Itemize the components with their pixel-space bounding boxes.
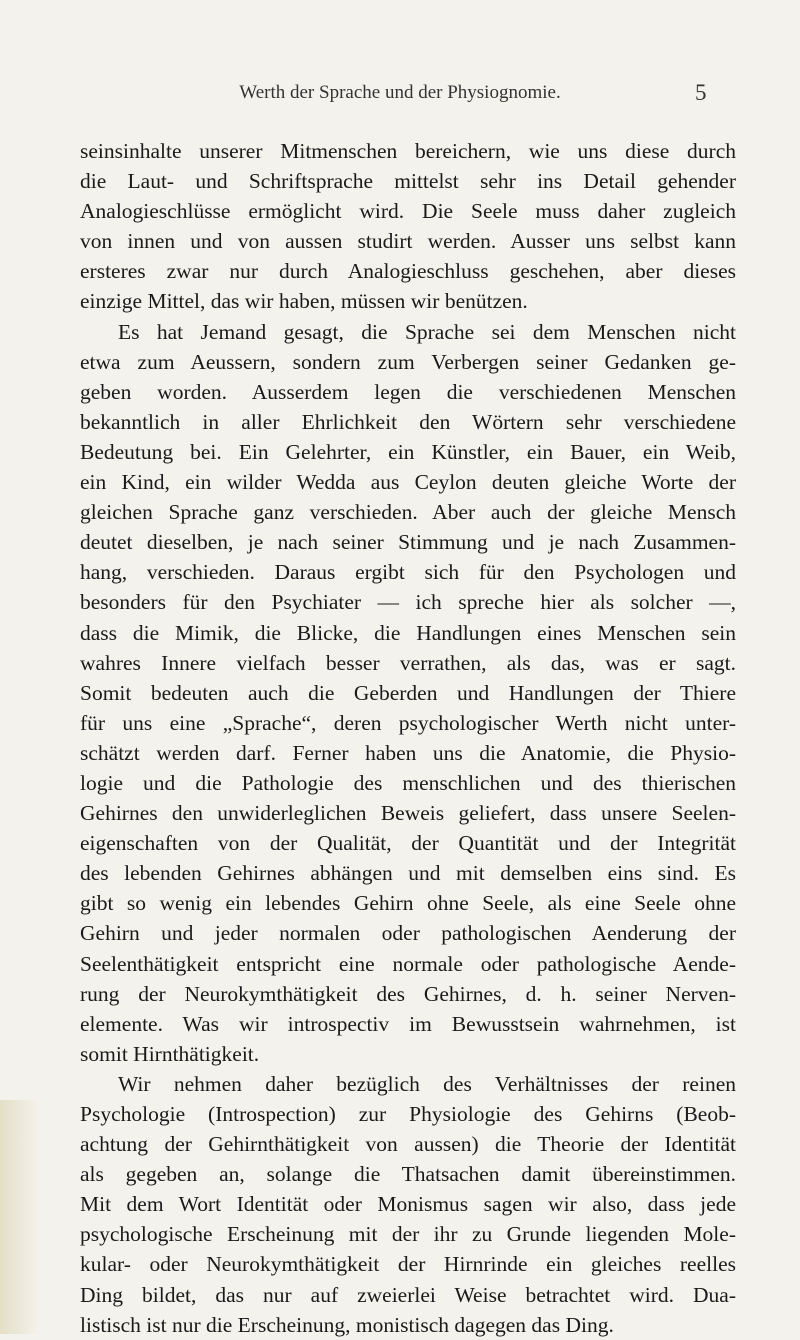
text-line: Wir nehmen daher bezüglich des Verhältnisses der reinen — [118, 1071, 736, 1096]
text-line: Es hat Jemand gesagt, die Sprache sei dem Menschen nicht — [118, 319, 736, 344]
text-line: elemente. Was wir introspectiv im Bewusstsein wahrnehmen, ist — [80, 1011, 736, 1036]
text-line: Bedeutung bei. Ein Gelehrter, ein Künstler, ein Bauer, ein Weib, — [80, 439, 736, 464]
text-line: besonders für den Psychiater — ich spreche hier als solcher —, — [80, 590, 736, 615]
text-line: bekanntlich in aller Ehrlichkeit den Wörtern sehr verschiedene — [80, 409, 736, 434]
text-line: für uns eine „Sprache“, deren psychologischer Werth nicht unter- — [80, 710, 736, 735]
text-line: Psychologie (Introspection) zur Physiologie des Gehirns (Beob- — [80, 1102, 736, 1126]
text-line: etwa zum Aeussern, sondern zum Verbergen seiner Gedanken ge- — [80, 349, 736, 374]
text-line: wahres Innere vielfach besser verrathen, als das, was er sagt. — [80, 650, 736, 675]
text-line: eigenschaften von der Qualität, der Quantität und der Integrität — [80, 831, 736, 856]
text-line: Ding bildet, das nur auf zweierlei Weise betrachtet wird. Dua- — [80, 1282, 736, 1307]
body-text — [80, 136, 736, 1340]
page-number: 5 — [695, 80, 707, 105]
text-line: Gehirnes den unwiderleglichen Beweis geliefert, dass unsere Seelen- — [80, 801, 736, 826]
text-line: als gegeben an, solange die Thatsachen damit übereinstimmen. — [80, 1162, 736, 1187]
text-line: gleichen Sprache ganz verschieden. Aber auch der gleiche Mensch — [80, 500, 736, 525]
text-line: schätzt werden darf. Ferner haben uns die Anatomie, die Physio- — [80, 740, 736, 765]
text-line: Somit bedeuten auch die Geberden und Handlungen der Thiere — [80, 680, 736, 705]
text-line: Gehirn und jeder normalen oder pathologischen Aenderung der — [80, 921, 736, 946]
text-line: ersteres zwar nur durch Analogieschluss geschehen, aber dieses — [80, 259, 736, 284]
text-line: kular- oder Neurokymthätigkeit der Hirnrinde ein gleiches reelles — [80, 1252, 736, 1277]
page-edge-stain — [0, 1100, 40, 1334]
text-line: des lebenden Gehirnes abhängen und mit demselben eins sind. Es — [80, 861, 736, 886]
text-line: deutet dieselben, je nach seiner Stimmung und je nach Zusammen- — [80, 530, 736, 555]
text-line: Analogieschlüsse ermöglicht wird. Die Seele muss daher zugleich — [80, 199, 736, 224]
running-header — [0, 78, 800, 108]
text-line: listisch ist nur die Erscheinung, monistisch dagegen das Ding. — [80, 1312, 614, 1337]
text-line: geben worden. Ausserdem legen die verschiedenen Menschen — [80, 379, 736, 404]
text-line: dass die Mimik, die Blicke, die Handlungen eines Menschen sein — [80, 620, 736, 645]
text-line: ein Kind, ein wilder Wedda aus Ceylon deuten gleiche Worte der — [80, 470, 736, 495]
text-line: hang, verschieden. Daraus ergibt sich für den Psychologen und — [80, 560, 736, 585]
text-line: somit Hirnthätigkeit. — [80, 1041, 260, 1066]
text-line: Seelenthätigkeit entspricht eine normale oder pathologische Aende- — [80, 951, 736, 976]
text-line: rung der Neurokymthätigkeit des Gehirnes, d. h. seiner Nerven- — [80, 981, 736, 1006]
text-line: gibt so wenig ein lebendes Gehirn ohne Seele, als eine Seele ohne — [80, 891, 736, 916]
text-line: die Laut- und Schriftsprache mittelst sehr ins Detail gehender — [80, 169, 736, 194]
text-line: von innen und von aussen studirt werden. Ausser uns selbst kann — [80, 229, 736, 254]
text-line: logie und die Pathologie des menschlichen und des thierischen — [80, 770, 736, 795]
text-line: einzige Mittel, das wir haben, müssen wir benützen. — [80, 289, 528, 314]
text-line: Mit dem Wort Identität oder Monismus sagen wir also, dass jede — [80, 1192, 736, 1217]
text-line: seinsinhalte unserer Mitmenschen bereichern, wie uns diese durch — [80, 139, 736, 163]
text-line: achtung der Gehirnthätigkeit von aussen) die Theorie der Identität — [80, 1132, 736, 1157]
running-head-title: Werth der Sprache und der Physiognomie. — [239, 82, 561, 103]
text-line: psychologische Erscheinung mit der ihr zu Grunde liegenden Mole- — [80, 1222, 736, 1247]
